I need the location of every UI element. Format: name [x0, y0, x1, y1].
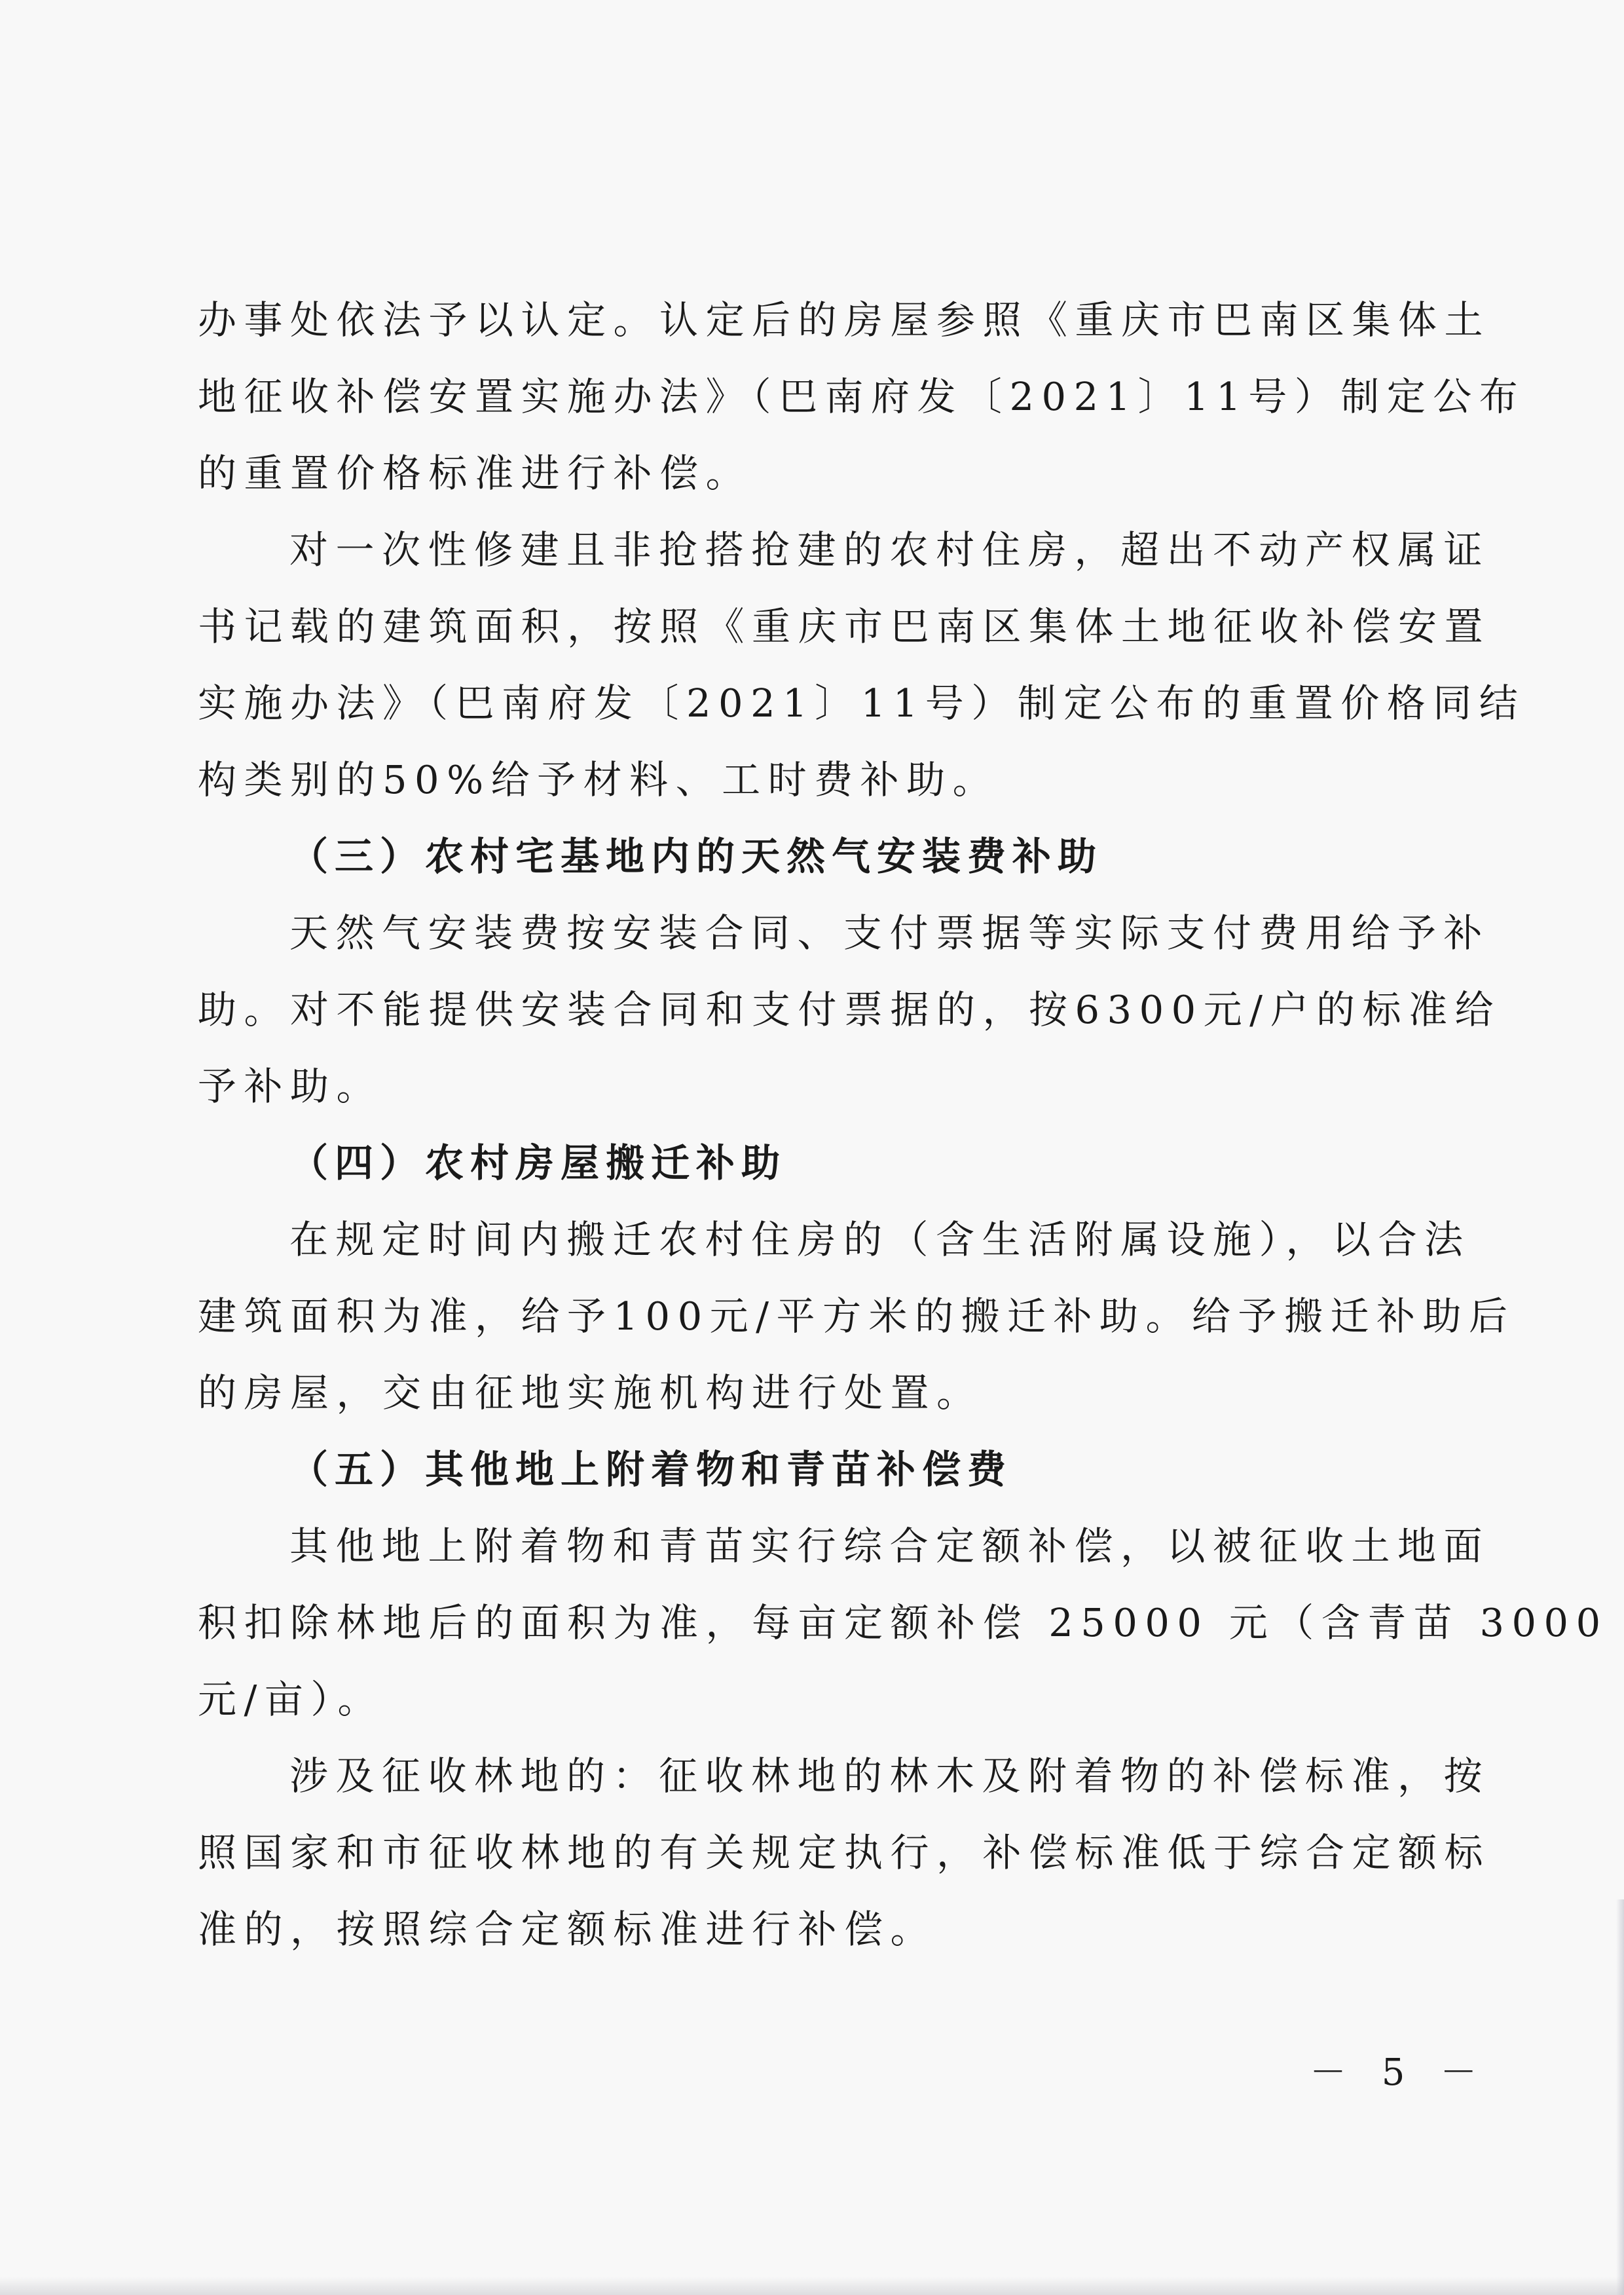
text-line: 涉及征收林地的：征收林地的林木及附着物的补偿标准，按 — [289, 1753, 1490, 1799]
text-line: 其他地上附着物和青苗实行综合定额补偿，以被征收土地面 — [289, 1523, 1490, 1569]
text-line: 实施办法》（巴南府发〔2021〕11号）制定公布的重置价格同结 — [198, 681, 1526, 726]
section-heading: （四）农村房屋搬迁补助 — [289, 1140, 787, 1185]
text-line: 在规定时间内搬迁农村住房的（含生活附属设施），以合法 — [289, 1217, 1471, 1262]
text-line: 准的，按照综合定额标准进行补偿。 — [198, 1907, 937, 1952]
text-line: 的房屋，交由征地实施机构进行处置。 — [198, 1370, 983, 1415]
body-text — [198, 282, 1608, 1968]
text-line: 构类别的50%给予材料、工时费补助。 — [198, 757, 999, 802]
text-line: 予补助。 — [198, 1064, 383, 1109]
text-line: 办事处依法予以认定。认定后的房屋参照《重庆市巴南区集体土 — [198, 297, 1491, 343]
text-line: 元/亩）。 — [198, 1677, 384, 1722]
text-line: 照国家和市征收林地的有关规定执行，补偿标准低于综合定额标 — [198, 1830, 1491, 1875]
text-line: 助。对不能提供安装合同和支付票据的，按6300元/户的标准给 — [198, 987, 1502, 1032]
section-heading: （三）农村宅基地内的天然气安装费补助 — [289, 834, 1103, 879]
text-line: 天然气安装费按安装合同、支付票据等实际支付费用给予补 — [289, 910, 1490, 956]
scan-edge-bottom — [0, 2277, 1624, 2295]
section-heading: （五）其他地上附着物和青苗补偿费 — [289, 1447, 1013, 1492]
page-number: － 5 － — [1310, 2051, 1489, 2094]
scan-edge-right — [1616, 1899, 1624, 2295]
text-line: 的重置价格标准进行补偿。 — [198, 451, 752, 496]
text-line: 对一次性修建且非抢搭抢建的农村住房，超出不动产权属证 — [289, 527, 1490, 572]
text-line: 书记载的建筑面积，按照《重庆市巴南区集体土地征收补偿安置 — [198, 604, 1491, 649]
text-line: 建筑面积为准，给予100元/平方米的搬迁补助。给予搬迁补助后 — [198, 1294, 1515, 1339]
text-line: 积扣除林地后的面积为准，每亩定额补偿 25000 元（含青苗 3000 — [198, 1600, 1608, 1645]
text-line: 地征收补偿安置实施办法》（巴南府发〔2021〕11号）制定公布 — [198, 374, 1526, 419]
